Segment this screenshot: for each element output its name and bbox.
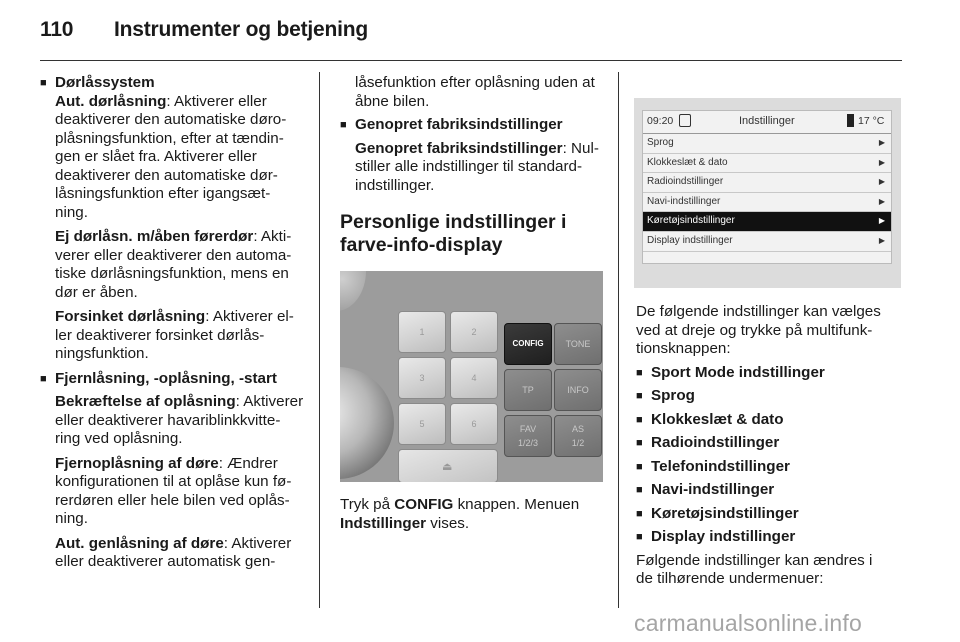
caption-text: vises. bbox=[426, 514, 470, 532]
key-1: 1 bbox=[398, 311, 446, 353]
chevron-right-icon: ▶ bbox=[878, 216, 885, 226]
display-time: 09:20 bbox=[647, 115, 674, 127]
paragraph bbox=[40, 308, 308, 364]
settings-list-item: ■ Display indstillinger bbox=[636, 528, 904, 547]
settings-list-item: ■ Telefonindstillinger bbox=[636, 458, 904, 477]
chevron-right-icon: ▶ bbox=[878, 157, 885, 167]
key-6: 6 bbox=[450, 403, 498, 445]
settings-list-item: ■ Sprog bbox=[636, 387, 904, 406]
display-menu-label: Sprog bbox=[647, 137, 674, 148]
paragraph bbox=[40, 455, 308, 529]
info-key: INFO bbox=[554, 369, 602, 411]
text: : Akti- verer eller deaktiverer den automa- tiske dørlåsningsfunktion, mens en dør er åben. bbox=[55, 228, 292, 301]
clock-icon bbox=[679, 114, 691, 127]
column-1 bbox=[40, 74, 308, 572]
settings-list-item: ■ Klokkeslæt & dato bbox=[636, 411, 904, 430]
display-top-bar bbox=[643, 111, 891, 134]
chevron-right-icon: ▶ bbox=[878, 235, 885, 245]
display-screen bbox=[642, 110, 892, 264]
chevron-right-icon: ▶ bbox=[878, 196, 885, 206]
text: : Nul- stiller alle indstillinger til standard- indstillinger. bbox=[355, 139, 599, 194]
chevron-right-icon: ▶ bbox=[878, 138, 885, 147]
term: Fjernoplåsning af døre bbox=[55, 454, 219, 472]
display-menu-label: Klokkeslæt & dato bbox=[647, 156, 728, 168]
term: Ej dørlåsn. m/åben førerdør bbox=[55, 228, 254, 245]
top-knob bbox=[340, 271, 366, 311]
text: : Aktiverer eller deaktiverer den automatiske døro- plåsningsfunktion, efter at tændin- gen er slået fra. Aktiverer eller deaktiverer den automatiske dør- låsningsfunktion efter igangsæt- ning. bbox=[55, 92, 287, 221]
fav-key: FAV 1/2/3 bbox=[504, 415, 552, 457]
section-title: Personlige indstillinger i farve-info-display bbox=[340, 211, 567, 256]
outro-text: Følgende indstillinger kan ændres i de tilhørende undermenuer: bbox=[636, 551, 873, 587]
photo-caption bbox=[340, 496, 608, 533]
settings-list-item: ■ Sport Mode indstillinger bbox=[636, 364, 904, 383]
display-menu-item bbox=[643, 134, 891, 154]
display-menu-item bbox=[643, 232, 891, 252]
column-3 bbox=[636, 303, 904, 589]
display-menu-item bbox=[643, 154, 891, 174]
display-screenshot bbox=[634, 98, 901, 288]
display-menu-item bbox=[643, 173, 891, 193]
key-4: 4 bbox=[450, 357, 498, 399]
text: : Aktiverer el- ler deaktiverer forsinket dørlås- ningsfunktion. bbox=[55, 308, 294, 362]
settings-list bbox=[636, 364, 904, 547]
continued-text: låsefunktion efter oplåsning uden at åbne bilen. bbox=[355, 74, 595, 110]
settings-list-item: ■ Køretøjsindstillinger bbox=[636, 505, 904, 524]
term: Genopret fabriksindstillinger bbox=[355, 139, 563, 157]
display-title: Indstillinger bbox=[739, 115, 795, 127]
tp-key: TP bbox=[504, 369, 552, 411]
column-divider-2 bbox=[618, 72, 619, 608]
eject-icon: ⏏ bbox=[442, 461, 453, 473]
display-temp: 17 °C bbox=[858, 115, 885, 127]
phone-icon bbox=[847, 114, 854, 127]
column-2 bbox=[340, 74, 608, 533]
display-menu-label: Navi-indstillinger bbox=[647, 195, 721, 207]
display-menu-item bbox=[643, 212, 891, 232]
as-key: AS 1/2 bbox=[554, 415, 602, 457]
settings-list-item: ■ Navi-indstillinger bbox=[636, 481, 904, 500]
config-key: CONFIG bbox=[504, 323, 552, 365]
caption-text: knappen. Menuen bbox=[453, 496, 580, 513]
paragraph bbox=[40, 535, 308, 572]
watermark: carmanualsonline.info bbox=[634, 610, 862, 636]
chevron-right-icon: ▶ bbox=[878, 177, 885, 187]
paragraph bbox=[40, 393, 308, 449]
bullet-heading: ■ Dørlåssystem bbox=[40, 74, 308, 93]
display-menu-label: Radioindstillinger bbox=[647, 176, 724, 188]
text: : Aktiverer eller deaktiverer automatisk gen- bbox=[55, 534, 292, 570]
paragraph bbox=[340, 140, 608, 196]
caption-config: CONFIG bbox=[394, 496, 454, 513]
column-divider-1 bbox=[319, 72, 320, 608]
page-title: Instrumenter og betjening bbox=[114, 18, 369, 41]
settings-list-item: ■ Radioindstillinger bbox=[636, 434, 904, 453]
bullet-heading: ■ Fjernlåsning, -oplåsning, -start bbox=[40, 370, 308, 389]
multifunction-knob bbox=[340, 367, 394, 479]
intro-text: De følgende indstillinger kan vælges ved at dreje og trykke på multifunk- tionsknappen: bbox=[636, 303, 881, 357]
tone-key: TONE bbox=[554, 323, 602, 365]
term: Aut. genlåsning af døre bbox=[55, 534, 224, 552]
text: : Aktiverer eller deaktiverer havariblinkkvitte- ring ved oplåsning. bbox=[55, 393, 304, 447]
key-2: 2 bbox=[450, 311, 498, 353]
bullet-heading: ■ Genopret fabriksindstillinger bbox=[340, 116, 608, 135]
text: : Ændrer konfigurationen til at oplåse kun fø- rerdøren eller hele bilen ved oplås- ning. bbox=[55, 454, 292, 527]
display-menu-label: Display indstillinger bbox=[647, 234, 733, 246]
display-menu-item bbox=[643, 193, 891, 213]
term: Bekræftelse af oplåsning bbox=[55, 393, 236, 410]
paragraph bbox=[40, 228, 308, 302]
page-header bbox=[40, 18, 368, 42]
eject-key bbox=[398, 449, 498, 482]
caption-text: Tryk på bbox=[340, 496, 395, 513]
header-rule bbox=[40, 60, 902, 61]
paragraph bbox=[40, 93, 308, 223]
display-menu-label: Køretøjsindstillinger bbox=[647, 215, 735, 227]
page-number: 110 bbox=[40, 18, 74, 41]
caption-menu: Indstillinger bbox=[340, 514, 427, 532]
term: Forsinket dørlåsning bbox=[55, 308, 206, 325]
key-3: 3 bbox=[398, 357, 446, 399]
term: Aut. dørlåsning bbox=[55, 92, 167, 110]
display-menu-list bbox=[643, 134, 891, 252]
console-photo bbox=[340, 271, 603, 482]
key-5: 5 bbox=[398, 403, 446, 445]
